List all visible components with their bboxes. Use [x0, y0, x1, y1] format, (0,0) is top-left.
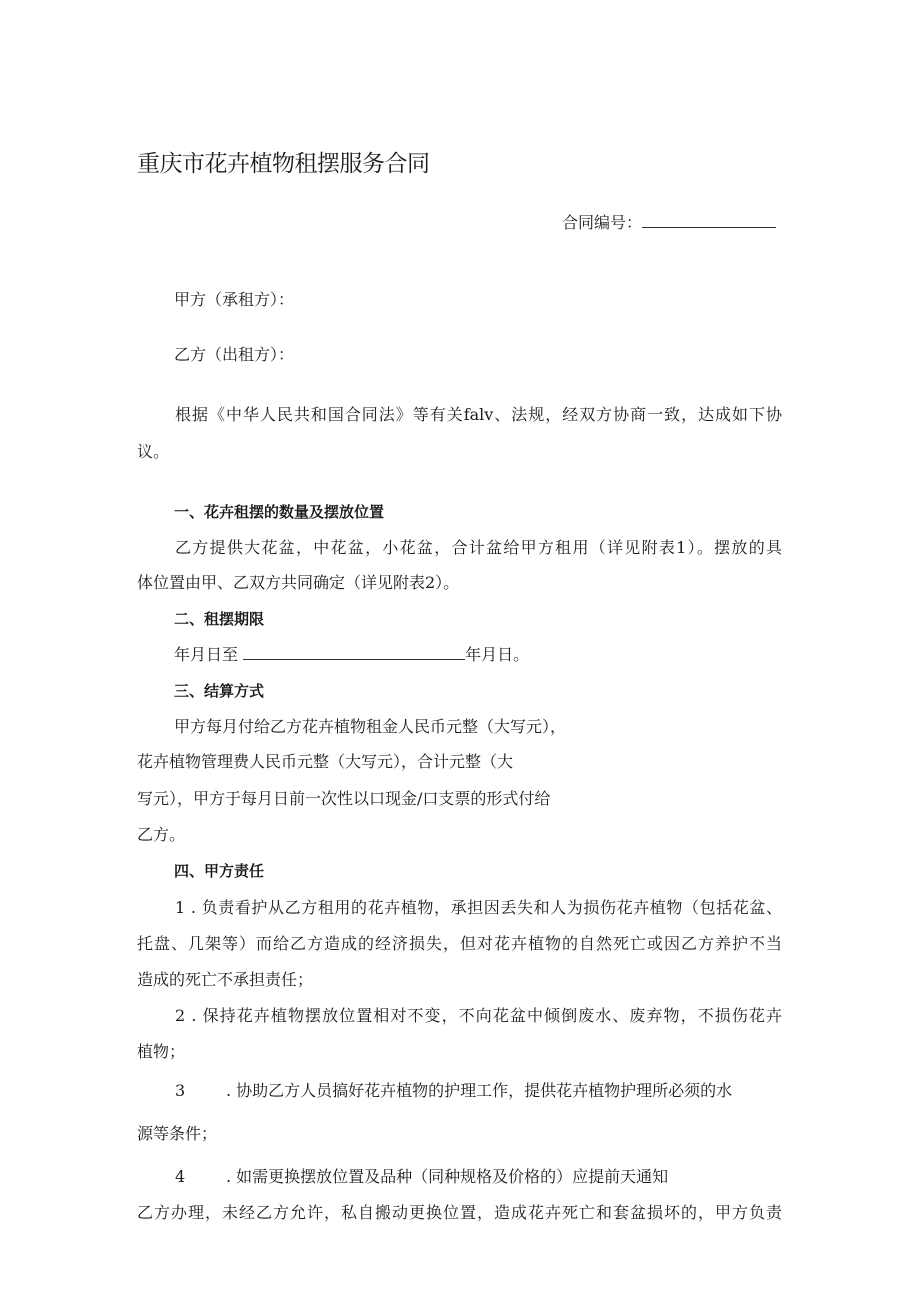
section-4-heading: 四、甲方责任 — [174, 862, 265, 880]
period-start-text: 年月日至 — [174, 645, 239, 664]
section-1-line-1: 乙方提供大花盆，中花盆，小花盆，合计盆给甲方租用（详见附表1）。摆放的具 — [175, 538, 782, 557]
intro-line-2: 议。 — [137, 442, 170, 461]
period-blank[interactable] — [243, 645, 465, 660]
item-3-line-2: 源等条件； — [137, 1124, 218, 1143]
section-2-period-line — [174, 645, 529, 665]
contract-number-label: 合同编号： — [562, 213, 643, 232]
section-3-line-2: 花卉植物管理费人民币元整（大写元），合计元整（大 — [137, 752, 514, 771]
party-b-line: 乙方（出租方）： — [174, 345, 295, 364]
section-3-line-4: 乙方。 — [137, 825, 186, 844]
item-2-line-2: 植物； — [137, 1042, 186, 1061]
item-3-number: 3 — [175, 1081, 186, 1100]
party-a-line: 甲方（承租方）： — [174, 290, 295, 309]
section-3-line-3: 写元），甲方于每月日前一次性以口现金/口支票的形式付给 — [137, 789, 551, 808]
item-1-line-3: 造成的死亡不承担责任； — [137, 970, 314, 989]
contract-number-row — [562, 213, 776, 233]
intro-line-1: 根据《中华人民共和国合同法》等有关falv、法规，经双方协商一致，达成如下协 — [175, 405, 782, 424]
item-4-line-1: . 如需更换摆放位置及品种（同种规格及价格的）应提前天通知 — [226, 1167, 669, 1186]
item-3-line-1: . 协助乙方人员搞好花卉植物的护理工作，提供花卉植物护理所必须的水 — [226, 1081, 733, 1100]
section-1-heading: 一、花卉租摆的数量及摆放位置 — [174, 503, 385, 521]
contract-number-blank[interactable] — [642, 213, 776, 228]
item-4-number: 4 — [175, 1167, 186, 1186]
section-2-heading: 二、租摆期限 — [174, 610, 265, 628]
period-end-text: 年月日。 — [465, 645, 530, 664]
item-1-line-1: 1 . 负责看护从乙方租用的花卉植物，承担因丢失和人为损伤花卉植物（包括花盆、 — [175, 898, 782, 917]
section-3-line-1: 甲方每月付给乙方花卉植物租金人民币元整（大写元）， — [174, 717, 567, 736]
contract-title: 重庆市花卉植物租摆服务合同 — [137, 151, 430, 177]
item-4-line-2: 乙方办理，未经乙方允许，私自搬动更换位置，造成花卉死亡和套盆损坏的，甲方负责 — [137, 1203, 782, 1222]
section-3-heading: 三、结算方式 — [174, 682, 265, 700]
section-1-line-2: 体位置由甲、乙双方共同确定（详见附表2）。 — [137, 573, 460, 592]
item-2-line-1: 2 . 保持花卉植物摆放位置相对不变，不向花盆中倾倒废水、废弃物，不损伤花卉 — [175, 1006, 782, 1025]
item-1-line-2: 托盘、几架等）而给乙方造成的经济损失，但对花卉植物的自然死亡或因乙方养护不当 — [137, 934, 782, 953]
